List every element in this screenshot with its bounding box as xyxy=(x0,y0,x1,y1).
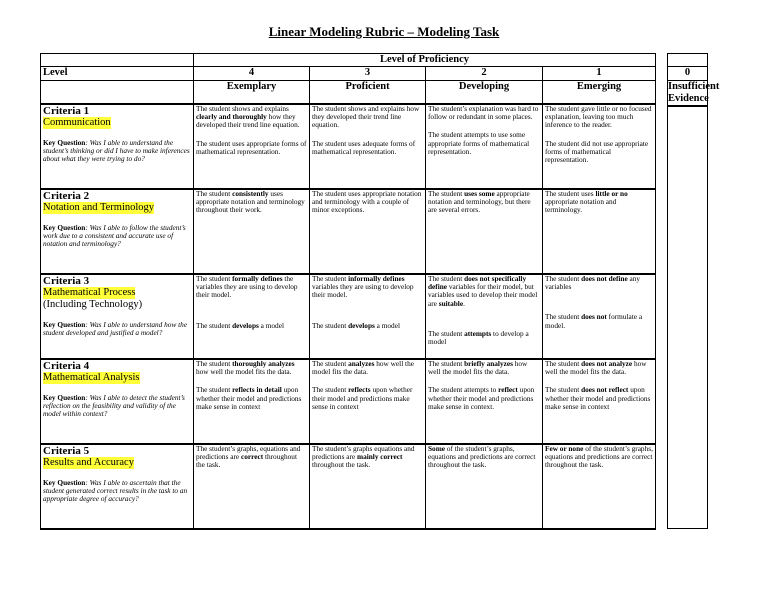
descriptor-cell xyxy=(426,104,543,189)
level-name-proficient: Proficient xyxy=(310,81,426,105)
descriptor-cell xyxy=(426,444,543,529)
descriptor-text: The student does not analyze how well the model fits the data. xyxy=(545,359,647,377)
descriptor-cell xyxy=(543,359,656,444)
key-question: Key Question: Was I able to understand how the student developed and justified a model? xyxy=(43,319,188,337)
descriptor-cell xyxy=(310,274,426,359)
descriptor-cell xyxy=(194,189,310,274)
descriptor-text: The student did not use appropriate forms of mathematical representation. xyxy=(545,138,649,164)
descriptor-text: The student shows and explains clearly and thoroughly how they developed their trend line equation. xyxy=(196,104,300,130)
descriptor-text: The student’s graphs equations and predictions are mainly correct throughout the task. xyxy=(312,444,415,470)
criteria-row xyxy=(41,274,656,359)
criteria-name: Mathematical Process xyxy=(43,287,136,299)
descriptor-text: The student thoroughly analyzes how well the model fits the data. xyxy=(196,359,295,377)
criteria-name: Results and Accuracy xyxy=(43,457,134,469)
descriptor-text: The student attempts to use some appropriate forms of mathematical representation. xyxy=(428,130,530,156)
page-title: Linear Modeling Rubric – Modeling Task xyxy=(268,24,500,39)
key-question: Key Question: Was I able to ascertain that the student generated correct results in the task to an appropriate degree of accuracy? xyxy=(43,477,188,504)
descriptor-cell xyxy=(426,274,543,359)
descriptor-text: Some of the student’s graphs, equations and predictions are correct throughout the task. xyxy=(428,444,536,470)
descriptor-text: The student uses little or no appropriate notation and terminology. xyxy=(545,189,628,215)
descriptor-text: The student develops a model xyxy=(196,320,284,330)
insufficient-label: Insufficient Evidence xyxy=(668,81,708,107)
descriptor-text: The student’s explanation was hard to follow or redundant in some places. xyxy=(428,104,539,122)
descriptor-text: The student informally defines variables they are using to develop their model. xyxy=(312,274,414,300)
rubric-table xyxy=(40,53,656,530)
criteria-row xyxy=(41,189,656,274)
criteria-cell xyxy=(41,274,194,359)
descriptor-cell xyxy=(194,444,310,529)
criteria-label: Criteria 4 xyxy=(43,360,90,373)
descriptor-text: The student briefly analyzes how well the model fits the data. xyxy=(428,359,528,377)
criteria-name: Communication xyxy=(43,117,111,129)
descriptor-text: The student does not specifically define variables for their model, but variables used to develop their model are suitable. xyxy=(428,274,538,308)
criteria-cell xyxy=(41,359,194,444)
descriptor-text: The student uses appropriate notation and terminology with a couple of minor exceptions. xyxy=(312,189,422,215)
criteria-cell xyxy=(41,444,194,529)
descriptor-cell xyxy=(543,189,656,274)
level-name-emerging: Emerging xyxy=(543,81,656,105)
descriptor-text: The student attempts to develop a model xyxy=(428,328,529,346)
proficiency-header: Level of Proficiency xyxy=(194,54,656,67)
level-name-developing: Developing xyxy=(426,81,543,105)
descriptor-cell xyxy=(426,189,543,274)
level-num-3: 3 xyxy=(310,67,426,81)
descriptor-text: Few or none of the student’s graphs, equations and predictions are correct throughout the task. xyxy=(545,444,653,470)
criteria-row xyxy=(41,444,656,529)
descriptor-text: The student does not define any variables xyxy=(545,274,641,292)
descriptor-cell xyxy=(310,444,426,529)
insufficient-evidence-table xyxy=(667,53,720,529)
descriptor-cell xyxy=(310,359,426,444)
descriptor-cell xyxy=(543,274,656,359)
descriptor-text: The student analyzes how well the model fits the data. xyxy=(312,359,414,377)
descriptor-cell xyxy=(543,104,656,189)
criteria-label: Criteria 1 xyxy=(43,105,90,118)
descriptor-text: The student reflects upon whether their model and predictions make sense in context xyxy=(312,385,413,411)
descriptor-cell xyxy=(543,444,656,529)
descriptor-text: The student shows and explains how they developed their trend line equation. xyxy=(312,104,420,130)
insufficient-num: 0 xyxy=(668,67,708,81)
criteria-row xyxy=(41,104,656,189)
insufficient-evidence-cell xyxy=(668,106,708,529)
descriptor-text: The student formally defines the variables they are using to develop their model. xyxy=(196,274,298,300)
descriptor-cell xyxy=(426,359,543,444)
descriptor-cell xyxy=(310,189,426,274)
key-question: Key Question: Was I able to follow the student’s work due to a consistent and accurate use of notation and terminology? xyxy=(43,222,186,249)
descriptor-text: The student uses appropriate forms of mathematical representation. xyxy=(196,138,307,156)
criteria-row xyxy=(41,359,656,444)
criteria-sub: (Including Technology) xyxy=(43,298,143,310)
descriptor-cell xyxy=(194,104,310,189)
descriptor-cell xyxy=(194,359,310,444)
descriptor-text: The student reflects in detail upon whether their model and predictions make sense in context xyxy=(196,385,302,411)
criteria-name: Notation and Terminology xyxy=(43,202,155,214)
level-num-2: 2 xyxy=(426,67,543,81)
criteria-cell xyxy=(41,104,194,189)
level-name-exemplary: Exemplary xyxy=(194,81,310,105)
criteria-name: Mathematical Analysis xyxy=(43,372,140,384)
level-num-1: 1 xyxy=(543,67,656,81)
descriptor-text: The student attempts to reflect upon whether their model and predictions make sense in context. xyxy=(428,385,535,411)
descriptor-text: The student gave little or no focused explanation, leaving too much inference to the reader. xyxy=(545,104,652,130)
level-label: Level xyxy=(41,67,194,81)
descriptor-cell xyxy=(310,104,426,189)
criteria-cell xyxy=(41,189,194,274)
level-num-4: 4 xyxy=(194,67,310,81)
descriptor-text: The student uses some appropriate notation and terminology, but there are several errors. xyxy=(428,189,531,215)
key-question: Key Question: Was I able to understand the student’s thinking or did I have to make inferences about what they were trying to do? xyxy=(43,137,190,164)
descriptor-text: The student develops a model xyxy=(312,320,400,330)
descriptor-text: The student’s graphs, equations and predictions are correct throughout the task. xyxy=(196,444,301,470)
key-question: Key Question: Was I able to detect the student’s reflection on the feasibility and validity of the model within context? xyxy=(43,392,185,419)
descriptor-text: The student uses adequate forms of mathematical representation. xyxy=(312,138,416,156)
descriptor-text: The student consistently uses appropriate notation and terminology throughout their work. xyxy=(196,189,305,215)
criteria-label: Criteria 2 xyxy=(43,190,90,203)
criteria-label: Criteria 5 xyxy=(43,445,90,458)
descriptor-text: The student does not reflect upon whether their model and predictions make sense in context xyxy=(545,385,651,411)
descriptor-text: The student does not formulate a model. xyxy=(545,312,643,330)
descriptor-cell xyxy=(194,274,310,359)
criteria-label: Criteria 3 xyxy=(43,275,90,288)
